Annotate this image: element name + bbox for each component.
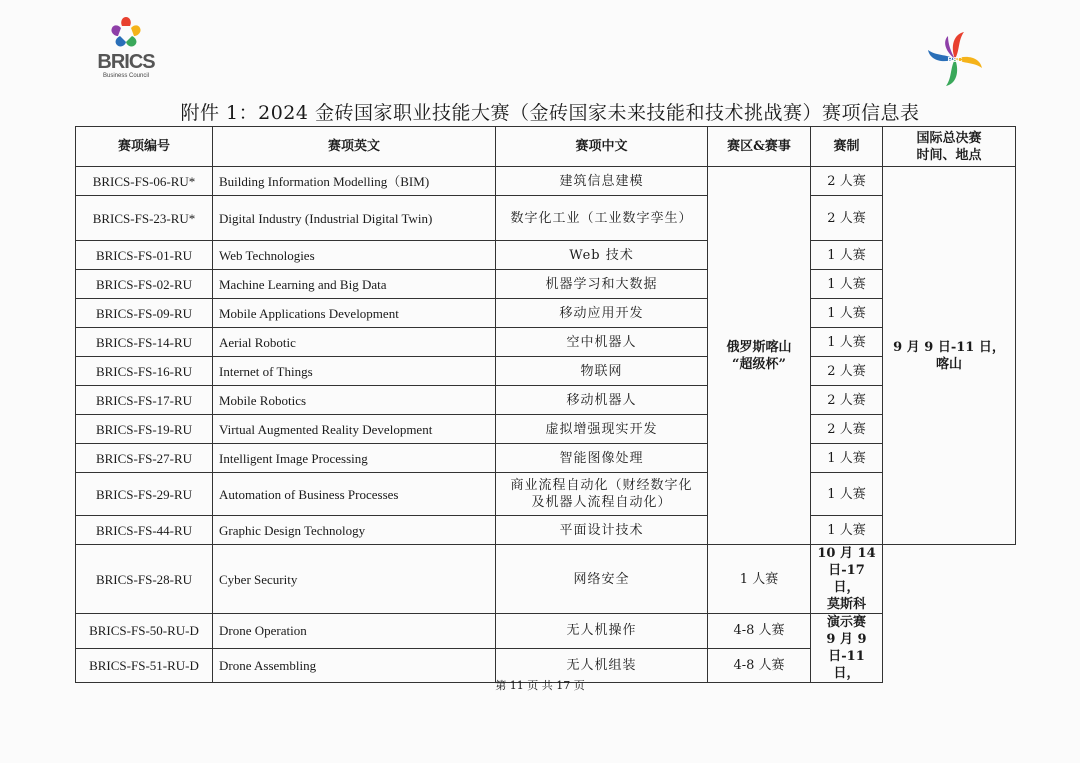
table-row [76, 270, 1016, 299]
document-title: 附件 1：2024 金砖国家职业技能大赛（金砖国家未来技能和技术挑战赛）赛项信息表 [180, 102, 920, 124]
row-format: 1 人赛 [811, 516, 883, 545]
final-demo-line1: 演示赛 [826, 615, 866, 630]
row-chinese: 建筑信息建模 [496, 167, 708, 196]
final-moscow-line2: 莫斯科 [826, 597, 866, 612]
row-english: Building Information Modelling（BIM) [213, 167, 496, 196]
row-english: Graphic Design Technology [213, 516, 496, 545]
brics-logo [96, 14, 156, 88]
row-code: BRICS-FS-51-RU-D [76, 648, 213, 683]
row-code: BRICS-FS-16-RU [76, 357, 213, 386]
header-format: 赛制 [811, 127, 883, 167]
header-region: 赛区&赛事 [708, 127, 811, 167]
row-code: BRICS-FS-50-RU-D [76, 614, 213, 649]
row-format: 1 人赛 [811, 328, 883, 357]
row-chinese: 数字化工业（工业数字孪生） [496, 196, 708, 241]
row-code: BRICS-FS-01-RU [76, 241, 213, 270]
row-english: Drone Operation [213, 614, 496, 649]
bsc-logo [924, 28, 986, 90]
region-cell [708, 167, 811, 545]
row-chinese: Web 技术 [496, 241, 708, 270]
final-kazan-line1: 9 月 9 日-11 日， [893, 339, 1005, 355]
final-kazan-line2: 喀山 [935, 356, 962, 372]
row-format: 1 人赛 [708, 545, 811, 614]
row-format: 1 人赛 [811, 270, 883, 299]
header-final-line2: 时间、地点 [916, 147, 982, 163]
row-chinese: 空中机器人 [496, 328, 708, 357]
row-english: Intelligent Image Processing [213, 444, 496, 473]
row-format: 1 人赛 [811, 299, 883, 328]
header-english: 赛项英文 [213, 127, 496, 167]
row-code: BRICS-FS-14-RU [76, 328, 213, 357]
row-chinese-line2: 及机器人流程自动化） [531, 495, 672, 510]
row-format: 2 人赛 [811, 167, 883, 196]
header-chinese: 赛项中文 [496, 127, 708, 167]
row-code: BRICS-FS-44-RU [76, 516, 213, 545]
row-code: BRICS-FS-06-RU* [76, 167, 213, 196]
competition-info-table [75, 126, 1016, 683]
table-row [76, 545, 1016, 614]
table-row [76, 241, 1016, 270]
row-chinese [496, 473, 708, 516]
row-english: Drone Assembling [213, 648, 496, 683]
row-english: Virtual Augmented Reality Development [213, 415, 496, 444]
table-row [76, 444, 1016, 473]
bsc-logo-text: BSC [947, 57, 963, 64]
row-code: BRICS-FS-02-RU [76, 270, 213, 299]
row-format: 4-8 人赛 [708, 648, 811, 683]
table-row [76, 386, 1016, 415]
row-code: BRICS-FS-28-RU [76, 545, 213, 614]
row-chinese: 平面设计技术 [496, 516, 708, 545]
final-demo-line2: 9 月 9 日-11 日， [826, 632, 867, 681]
table-row [76, 328, 1016, 357]
table-row [76, 614, 1016, 649]
row-chinese: 无人机操作 [496, 614, 708, 649]
row-code: BRICS-FS-17-RU [76, 386, 213, 415]
final-moscow-line1: 10 月 14 日-17 日， [817, 546, 876, 595]
row-chinese: 移动应用开发 [496, 299, 708, 328]
table-row [76, 473, 1016, 516]
row-english: Automation of Business Processes [213, 473, 496, 516]
table-row [76, 415, 1016, 444]
header-code: 赛项编号 [76, 127, 213, 167]
brics-wordmark: BRICS [97, 51, 155, 73]
region-line2: “超级杯” [732, 356, 786, 372]
row-format: 1 人赛 [811, 444, 883, 473]
row-code: BRICS-FS-19-RU [76, 415, 213, 444]
table-header-row [76, 127, 1016, 167]
region-line1: 俄罗斯喀山 [726, 339, 792, 355]
header-final [883, 127, 1016, 167]
row-english: Web Technologies [213, 241, 496, 270]
brics-star-icon [108, 14, 144, 50]
row-code: BRICS-FS-23-RU* [76, 196, 213, 241]
row-chinese: 机器学习和大数据 [496, 270, 708, 299]
header-final-line1: 国际总决赛 [916, 130, 982, 146]
brics-subtitle: Business Council [102, 73, 150, 79]
row-english: Cyber Security [213, 545, 496, 614]
row-chinese: 虚拟增强现实开发 [496, 415, 708, 444]
row-english: Mobile Robotics [213, 386, 496, 415]
table-row [76, 516, 1016, 545]
row-format: 2 人赛 [811, 196, 883, 241]
row-english: Mobile Applications Development [213, 299, 496, 328]
row-code: BRICS-FS-29-RU [76, 473, 213, 516]
row-chinese: 物联网 [496, 357, 708, 386]
table-row [76, 357, 1016, 386]
bsc-swirl-icon [924, 28, 986, 90]
row-chinese-line1: 商业流程自动化（财经数字化 [510, 478, 693, 493]
row-format: 2 人赛 [811, 357, 883, 386]
table-row [76, 299, 1016, 328]
table-row [76, 196, 1016, 241]
row-english: Aerial Robotic [213, 328, 496, 357]
row-english: Digital Industry (Industrial Digital Twin) [213, 196, 496, 241]
page-footer: 第 11 页 共 17 页 [495, 679, 585, 692]
row-format: 2 人赛 [811, 415, 883, 444]
final-cell-kazan [883, 167, 1016, 545]
row-code: BRICS-FS-27-RU [76, 444, 213, 473]
row-format: 1 人赛 [811, 473, 883, 516]
final-cell-demo [811, 614, 883, 683]
row-code: BRICS-FS-09-RU [76, 299, 213, 328]
row-english: Machine Learning and Big Data [213, 270, 496, 299]
final-cell-moscow [811, 545, 883, 614]
row-format: 4-8 人赛 [708, 614, 811, 649]
row-english: Internet of Things [213, 357, 496, 386]
row-chinese: 智能图像处理 [496, 444, 708, 473]
table-row [76, 167, 1016, 196]
row-chinese: 网络安全 [496, 545, 708, 614]
row-chinese: 无人机组装 [496, 648, 708, 683]
row-chinese: 移动机器人 [496, 386, 708, 415]
row-format: 1 人赛 [811, 241, 883, 270]
row-format: 2 人赛 [811, 386, 883, 415]
